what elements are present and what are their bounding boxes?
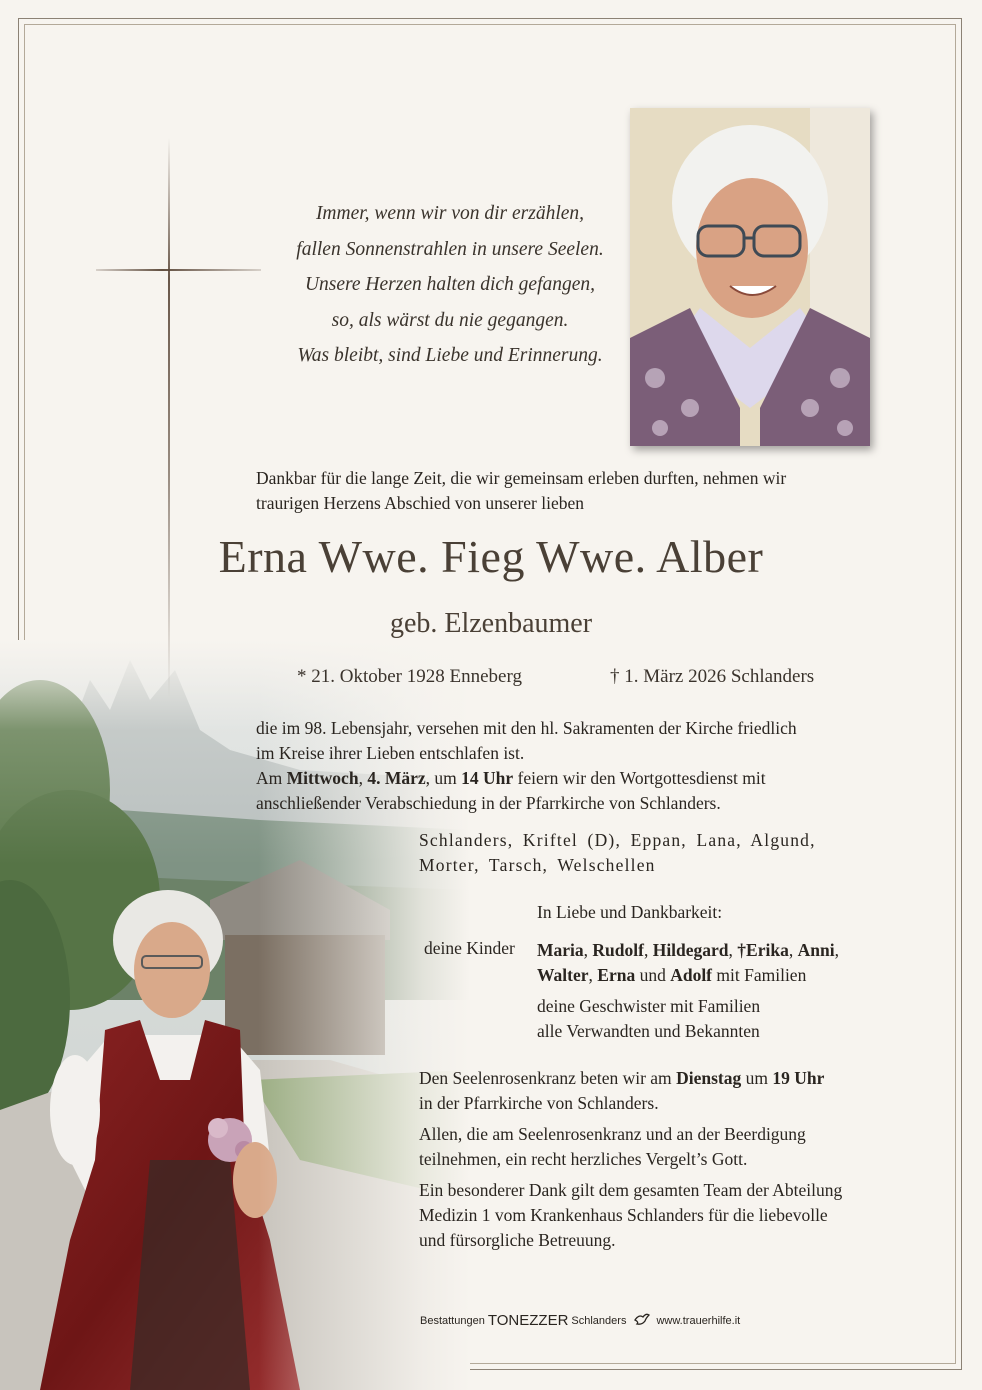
family-text: [537, 994, 760, 1044]
poem-line: so, als wärst du nie gegangen.: [331, 309, 569, 331]
intro-line: Dankbar für die lange Zeit, die wir gemeinsam erleben durften, nehmen wir: [256, 468, 787, 488]
relatives-line: alle Verwandten und Bekannten: [537, 1021, 760, 1041]
thanks-line: Medizin 1 vom Krankenhaus Schlanders für die liebevolle: [419, 1205, 828, 1225]
kids-label: deine Kinder: [424, 938, 515, 958]
thanks-hospital: [419, 1178, 842, 1253]
kids-line: Walter, Erna und Adolf mit Familien: [537, 965, 807, 985]
service-line: anschließender Verabschiedung in der Pfarrkirche von Schlanders.: [256, 793, 721, 813]
birth-name: geb. Elzenbaumer: [389, 608, 593, 639]
rosary-text: [419, 1066, 824, 1116]
footer-prefix: Bestattungen: [420, 1314, 485, 1327]
poem-line: Was bleibt, sind Liebe und Erinnerung.: [297, 345, 603, 366]
mourners-heading: In Liebe und Dankbarkeit:: [537, 902, 723, 922]
deceased-name: Erna Wwe. Fieg Wwe. Alber: [218, 531, 764, 582]
poem-line: fallen Sonnenstrahlen in unsere Seelen.: [296, 238, 604, 260]
service-text: [256, 766, 766, 816]
places-line: Morter, Tarsch, Welschellen: [419, 855, 656, 875]
kids-names: [537, 938, 839, 988]
passing-text: [256, 716, 797, 766]
footer-city: Schlanders: [571, 1314, 627, 1327]
passing-line: im Kreise ihrer Lieben entschlafen ist.: [256, 743, 525, 763]
poem: [250, 196, 650, 374]
service-line: Am Mittwoch, 4. März, um 14 Uhr feiern wir den Wortgottesdienst mit: [256, 768, 766, 788]
footer: [420, 1312, 740, 1329]
death-date: † 1. März 2026 Schlanders: [610, 666, 815, 687]
dove-logo-icon: [634, 1312, 650, 1329]
rosary-line: Den Seelenrosenkranz beten wir am Dienstag um 19 Uhr: [419, 1068, 825, 1088]
kids-line: Maria, Rudolf, Hildegard, †Erika, Anni,: [537, 940, 839, 960]
places-line: Schlanders, Kriftel (D), Eppan, Lana, Algund,: [419, 830, 816, 850]
portrait-photo: [630, 108, 870, 446]
thanks-line: Ein besonderer Dank gilt dem gesamten Team der Abteilung: [419, 1180, 843, 1200]
places-text: [419, 828, 816, 878]
rosary-line: in der Pfarrkirche von Schlanders.: [419, 1093, 659, 1113]
poem-line: Unsere Herzen halten dich gefangen,: [304, 274, 596, 295]
birth-date: * 21. Oktober 1928 Enneberg: [297, 666, 522, 687]
thanks-line: teilnehmen, ein recht herzliches Vergelt’s Gott.: [419, 1149, 748, 1169]
intro-line: traurigen Herzens Abschied von unserer lieben: [256, 493, 585, 513]
footer-brand: TONEZZER: [487, 1312, 569, 1329]
thanks-line: Allen, die am Seelenrosenkranz und an der Beerdigung: [419, 1124, 806, 1144]
poem-line: Immer, wenn wir von dir erzählen,: [315, 203, 585, 224]
siblings-line: deine Geschwister mit Familien: [537, 996, 761, 1016]
footer-url[interactable]: www.trauerhilfe.it: [656, 1314, 741, 1327]
thanks-general: [419, 1122, 806, 1172]
passing-line: die im 98. Lebensjahr, versehen mit den hl. Sakramenten der Kirche friedlich: [256, 718, 797, 738]
thanks-line: und fürsorgliche Betreuung.: [419, 1230, 616, 1250]
cross-horizontal: [96, 269, 261, 271]
intro-text: [256, 466, 786, 516]
